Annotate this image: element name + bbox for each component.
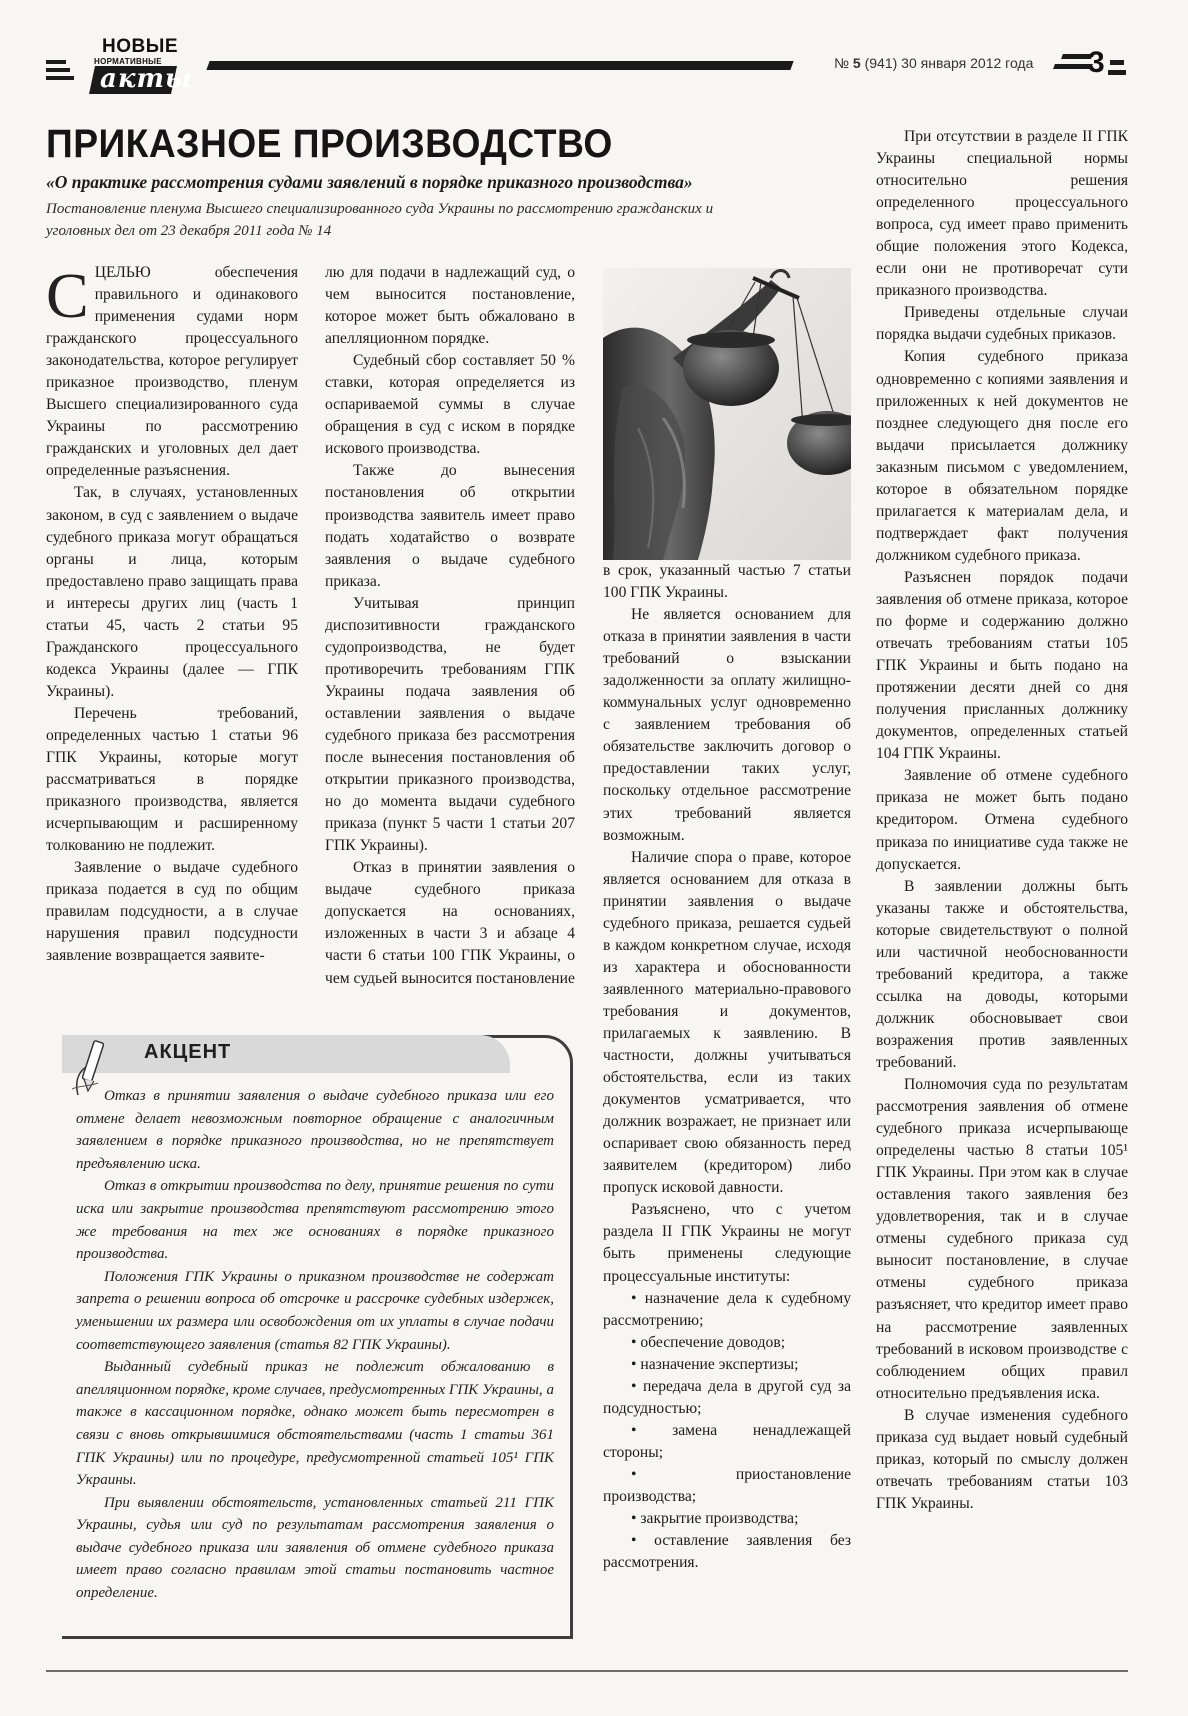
- logo-word-bottom: акты: [100, 64, 193, 94]
- paragraph: Заявление об отмене судебного приказа не может быть подано кредитором. Отмена судебного приказа по инициативе суда также не допускается.: [876, 767, 1128, 873]
- article-title: ПРИКАЗНОЕ ПРОИЗВОДСТВО: [46, 122, 613, 166]
- paragraph: В случае изменения судебного приказа суд выдает новый судебный приказ, который по смыслу должен отвечать требованиям статьи 103 ГПК Украины.: [876, 1406, 1128, 1512]
- list-item: • передача дела в другой суд за подсудностью;: [603, 1376, 851, 1420]
- justice-statue-image: [603, 268, 851, 560]
- accent-paragraph: Отказ в принятии заявления о выдаче судебного приказа или его отмене делает невозможным повторное обращение с аналогичным заявлением в порядке приказного производства, но не препятствует предъявлению иска.: [76, 1088, 554, 1172]
- paragraph: Приведены отдельные случаи порядка выдачи судебных приказов.: [876, 304, 1128, 344]
- list-item: • оставление заявления без рассмотрения.: [603, 1530, 851, 1574]
- paragraph: Учитывая принцип диспозитивности гражданского судопроизводства, не будет противоречить требованиям ГПК Украины подача заявления об оставлении заявления о выдаче судебного приказа без рассмотрения после вынесения постановления об открытии приказного производства, но до момента выдачи судебного приказа (пункт 5 части 1 статьи 207 ГПК Украины).: [325, 594, 575, 855]
- accent-header-tab: [62, 1035, 510, 1073]
- issue-info: [834, 55, 1033, 71]
- paragraph: Разъяснено, что с учетом раздела II ГПК Украины не могут быть применены следующие процессуальные институты:: [603, 1201, 851, 1285]
- list-item: • приостановление производства;: [603, 1464, 851, 1508]
- issue-prefix: №: [834, 55, 850, 71]
- paragraph: Так, в случаях, установленных законом, в суд с заявлением о выдаче судебного приказа могут обращаться органы и лица, которым предоставлено право защищать права и интересы других лиц (часть 1 статьи 45, часть 2 статьи 95 Гражданского процессуального кодекса Украины (далее — ГПК Украины).: [46, 484, 298, 700]
- paragraph: [46, 262, 298, 482]
- justice-statue-photo: [603, 268, 851, 560]
- logo-word-top: НОВЫЕ: [102, 36, 178, 57]
- paragraph: При отсутствии в разделе II ГПК Украины специальной нормы относительно решения определенного процессуального вопроса, суд имеет право применить общие положения этого Кодекса, если они не противоречат сути приказного производства.: [876, 128, 1128, 300]
- list-item: • замена ненадлежащей стороны;: [603, 1420, 851, 1464]
- paragraph: Копия судебного приказа одновременно с копиями заявления и приложенных к ней документов не позднее следующего дня после его выдачи присылается должнику заказным письмом с уведомлением, которое в обязательном порядке прилагается к материалам дела, и подтверждает факт получения должником судебного приказа.: [876, 348, 1128, 564]
- paragraph-text: ЦЕЛЬЮ обеспечения правильного и одинакового применения судами норм гражданского процессуального законодательства, которое регулирует приказное производство, пленум Высшего специализированного суда Украины по рассмотрению гражданских и уголовных дел дает определенные разъяснения.: [46, 264, 298, 480]
- accent-body: [76, 1085, 554, 1605]
- accent-box: [62, 1035, 572, 1635]
- accent-paragraph: Положения ГПК Украины о приказном производстве не содержат запрета о решении вопроса об отсрочке и рассрочке судебных издержек, уменьшении их размера или освобождения от их уплаты в случае подачи соответствующего заявления (статья 82 ГПК Украины).: [76, 1268, 554, 1353]
- article-subtitle: «О практике рассмотрения судами заявлений в порядке приказного производства»: [46, 172, 693, 192]
- paragraph: Перечень требований, определенных частью 1 статьи 96 ГПК Украины, которые могут рассматриваться в порядке приказного производства, является исчерпывающим и расширенному толкованию не подлежит.: [46, 704, 298, 855]
- drop-cap: С: [46, 260, 89, 331]
- logo-word-middle: НОРМАТИВНЫЕ: [94, 57, 162, 66]
- list-item: • обеспечение доводов;: [603, 1332, 851, 1354]
- article-decree: Постановление пленума Высшего специализированного суда Украины по рассмотрению гражданских и уголовных дел от 23 декабря 2011 года № 14: [46, 201, 714, 239]
- paragraph: Не является основанием для отказа в принятии заявления в части требований о взыскании задолженности за оплату жилищно-коммунальных услуг одновременно с заявлением требования об обязательстве заключить договор о предоставлении таких услуг, поскольку отдельное рассмотрение этих требований является возможным.: [603, 606, 851, 844]
- logo-bars-decoration: [46, 60, 90, 84]
- list-item: • назначение дела к судебному рассмотрению;: [603, 1288, 851, 1332]
- bottom-rule: [46, 1670, 1128, 1672]
- column-3: [603, 560, 851, 1574]
- paragraph: в срок, указанный частью 7 статьи 100 ГПК Украины.: [603, 562, 851, 602]
- publication-logo: [46, 30, 193, 100]
- column-2: [325, 262, 575, 990]
- header-rule: [206, 61, 793, 70]
- column-4: [876, 126, 1128, 1515]
- paragraph: Разъяснен порядок подачи заявления об отмене приказа, которое по форме и содержанию должно отвечать требованиям статьи 105 ГПК Украины и быть подано на протяжении десяти дней со дня получения присланных должнику документов, определенных статьей 104 ГПК Украины.: [876, 568, 1128, 763]
- procedural-institutes-list: [603, 1288, 851, 1575]
- paragraph: Заявление о выдаче судебного приказа подается в суд по общим правилам подсудности, а в случае нарушения правил подсудности заявление возвращается заявите-: [46, 859, 298, 965]
- paragraph: Отказ в принятии заявления о выдаче судебного приказа допускается на основаниях, изложенных в части 3 и абзаце 4 части 6 статьи 100 ГПК Украины, о чем судьей выносится постановление: [325, 859, 575, 987]
- paragraph: Наличие спора о праве, которое является основанием для отказа в принятии заявления о выдаче судебного приказа, решается судьей в каждом конкретном случае, исходя из характера и обоснованности заявленного материально-правового требования и документов, прилагаемых к заявлению. В частности, должны учитываться обстоятельства, если из таких документов усматривается, что должник возражает, не признает или оспаривает свою обязанность перед заявителем (кредитором) либо пропуск исковой давности.: [603, 848, 851, 1197]
- issue-number: 5: [852, 55, 861, 71]
- page-number-bars: [1054, 54, 1092, 74]
- list-item: • назначение экспертизы;: [603, 1354, 851, 1376]
- paragraph: лю для подачи в надлежащий суд, о чем выносится постановление, которое может быть обжаловано в апелляционном порядке.: [325, 264, 575, 348]
- page-number: 3: [1088, 46, 1105, 79]
- paragraph: В заявлении должны быть указаны также и обстоятельства, которые свидетельствуют о полной или частичной необоснованности требований кредитора, а также ссылка на доводы, которыми должник обосновывает свои возражения против заявленных требований.: [876, 877, 1128, 1071]
- page-number-badge: [1054, 46, 1126, 84]
- accent-paragraph: Отказ в открытии производства по делу, принятие решения по сути иска или закрытие производства препятствуют рассмотрению этого же требования на тех же основаниях в порядке приказного производства.: [76, 1178, 554, 1263]
- issue-date: (941) 30 января 2012 года: [864, 55, 1034, 71]
- paragraph: Судебный сбор составляет 50 % ставки, которая определяется из оспариваемой суммы в случае обращения в суд с иском в порядке искового производства.: [325, 352, 575, 458]
- paragraph: Полномочия суда по результатам рассмотрения заявления об отмене судебного приказа исчерпывающе определены частью 8 статьи 105¹ ГПК Украины. При этом как в случае оставления такого заявления без удовлетворения, так и в случае отмены судебного приказа суд выносит постановление, в случае отмены судебного приказа разъясняет, что кредитор имеет право на рассмотрение заявленных требований в исковом производстве с соблюдением общих правил относительно предъявления иска.: [876, 1076, 1128, 1402]
- paragraph: Также до вынесения постановления об открытии производства заявитель имеет право подать ходатайство о возврате заявления о выдаче судебного приказа.: [325, 462, 575, 590]
- accent-paragraph: При выявлении обстоятельств, установленных статьей 211 ГПК Украины, судья или суд по результатам рассмотрения заявления о выдаче судебного приказа или заявления об отмене судебного приказа имеет право согласно правилам этой статьи постановить частное определение.: [76, 1494, 554, 1602]
- accent-paragraph: Выданный судебный приказ не подлежит обжалованию в апелляционном порядке, кроме случаев, предусмотренных ГПК Украины, а также в кассационном порядке, однако может быть пересмотрен в связи с вновь открывшимися обстоятельствами (часть 1 статьи 361 ГПК Украины) или по процедуре, предусмотренной статьей 105¹ ГПК Украины.: [76, 1359, 554, 1489]
- accent-label: АКЦЕНТ: [144, 1041, 232, 1063]
- list-item: • закрытие производства;: [603, 1508, 851, 1530]
- column-1: [46, 262, 298, 968]
